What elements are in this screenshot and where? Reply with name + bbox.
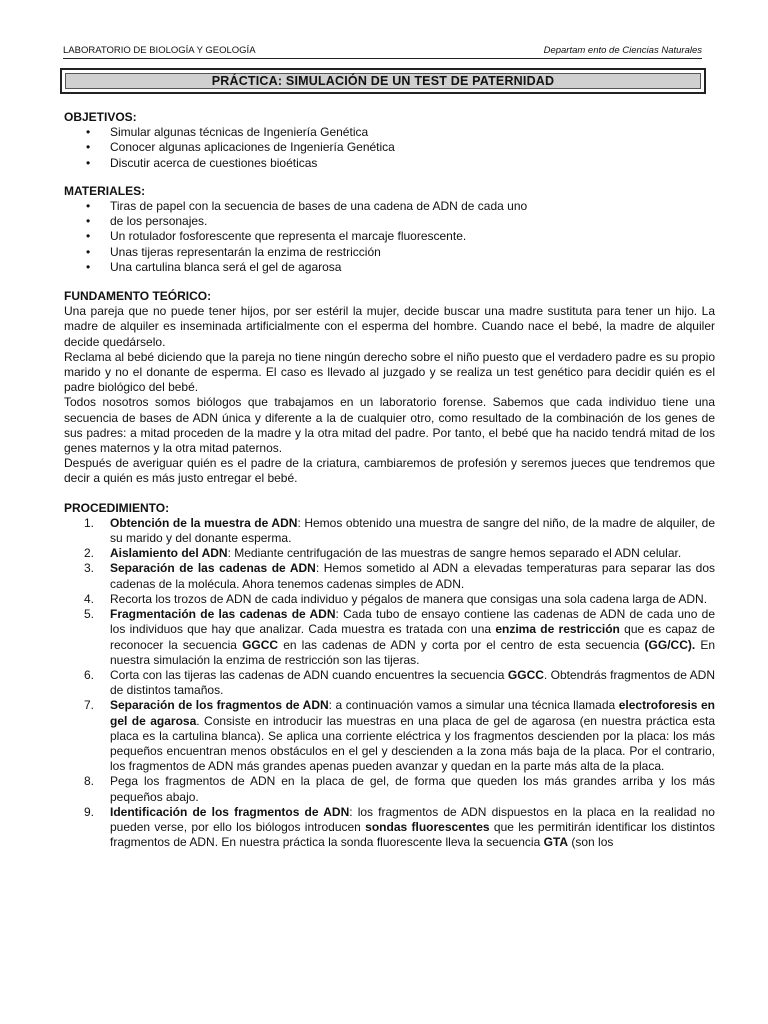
page-header	[63, 40, 702, 59]
procedure-step	[64, 561, 715, 591]
step-text: que les permitirán identificar los distintos fragmentos de ADN. En nuestra práctica la sonda fluorescente lleva la secuencia	[110, 819, 716, 850]
paragraph: Todos nosotros somos biólogos que trabajamos en un laboratorio forense. Sabemos que cada individuo tiene una secuencia de bases de ADN única y diferente a la de cualquier otro, como resultado de la combinación de los genes de sus padres: a mitad proceden de la madre y la otra mitad del padre. Por tanto, el bebé que ha nacido tendrá mitad de los genes maternos y la otra mitad paternos.	[64, 395, 715, 456]
paragraph: Una pareja que no puede tener hijos, por ser estéril la mujer, decide buscar una madre sustituta para tener un hijo. La madre de alquiler es inseminada artificialmente con el esperma del hombre. Cuando nace el bebé, la madre de alquiler decide quedárselo.	[64, 304, 715, 349]
step-text: que es capaz de reconocer la secuencia	[110, 622, 715, 652]
step-number: 6.	[84, 667, 95, 682]
step-bold-text: Separación de las cadenas de ADN	[110, 561, 316, 576]
list-item: • Unas tijeras representarán la enzima de restricción	[64, 245, 715, 260]
step-number: 2.	[84, 546, 95, 561]
step-bold-text: GGCC	[507, 667, 544, 682]
document-title: PRÁCTICA: SIMULACIÓN DE UN TEST DE PATERNIDAD	[65, 73, 701, 89]
procedure-step	[64, 592, 715, 607]
document-body	[64, 110, 715, 850]
list-item: • Discutir acerca de cuestiones bioéticas	[64, 156, 715, 171]
list-item: • Una cartulina blanca será el gel de agarosa	[64, 260, 715, 275]
step-number: 4.	[84, 591, 95, 606]
step-bold-text: Obtención de la muestra de ADN	[110, 515, 298, 530]
materiales-heading: MATERIALES:	[64, 183, 146, 198]
procedure-step	[64, 546, 715, 561]
section-procedimiento	[64, 501, 715, 851]
step-text: : los fragmentos de ADN dispuestos en la placa en la realidad no pueden verse, por ello los biólogos introducen	[110, 804, 715, 834]
step-bold-text: Fragmentación de las cadenas de ADN	[110, 607, 336, 622]
step-text: en las cadenas de ADN y corta por el centro de esta secuencia	[278, 637, 645, 652]
step-text: Pega los fragmentos de ADN en la placa de gel, de forma que queden los más grandes arriba y los más pequeños abajo.	[110, 774, 715, 804]
header-department: Departam ento de Ciencias Naturales	[543, 45, 702, 56]
step-text: En nuestra simulación la enzima de restricción son las tijeras.	[110, 637, 715, 667]
step-number: 1.	[84, 515, 95, 530]
procedure-step	[64, 805, 715, 851]
step-bold-text: Identificación de los fragmentos de ADN	[110, 804, 350, 819]
step-number: 3.	[84, 561, 95, 576]
section-objetivos	[64, 110, 715, 171]
list-item: • Simular algunas técnicas de Ingeniería Genética	[64, 125, 715, 140]
procedimiento-list	[64, 516, 715, 850]
step-number: 5.	[84, 607, 95, 622]
step-bold-text: Separación de los fragmentos de ADN	[110, 698, 329, 713]
step-number: 9.	[84, 804, 95, 819]
procedure-step	[64, 668, 715, 698]
step-text: : Mediante centrifugación de las muestras de sangre hemos separado el ADN celular.	[227, 546, 682, 561]
step-text: Recorta los trozos de ADN de cada individuo y pégalos de manera que consigas una sola cadena larga de ADN.	[110, 591, 708, 606]
fundamento-heading: FUNDAMENTO TEÓRICO:	[64, 289, 212, 304]
list-item: • de los personajes.	[64, 214, 715, 229]
section-materiales	[64, 184, 715, 275]
step-bold-text: electroforesis en gel de agarosa	[110, 698, 716, 728]
step-bold-text: sondas fluorescentes	[365, 819, 490, 834]
step-number: 8.	[84, 774, 95, 789]
step-text: Corta con las tijeras las cadenas de ADN cuando encuentres la secuencia	[110, 667, 508, 682]
list-item: • Conocer algunas aplicaciones de Ingeniería Genética	[64, 140, 715, 155]
header-lab-name: LABORATORIO DE BIOLOGÍA Y GEOLOGÍA	[63, 45, 256, 56]
step-bold-text: GGCC	[242, 637, 279, 652]
step-text: . Obtendrás fragmentos de ADN de distintos tamaños.	[110, 667, 715, 698]
step-bold-text: GTA	[543, 835, 569, 850]
step-bold-text: enzima de restricción	[495, 622, 620, 637]
procedure-step	[64, 607, 715, 668]
step-text: . Consiste en introducir las muestras en una placa de gel de agarosa (en nuestra práctica esta placa es la cartulina blanca). Se aplica una corriente eléctrica y los fragmentos descienden por la placa: los más pequeños encuentran menos obstáculos en el gel y descienden a la zona más baja de la placa. Por el contrario, los fragmentos de ADN más grandes apenas pueden avanzar y quedan en la parte más alta de la placa.	[110, 713, 715, 774]
list-item: • Tiras de papel con la secuencia de bases de una cadena de ADN de cada uno	[64, 199, 715, 214]
procedimiento-heading: PROCEDIMIENTO:	[64, 500, 170, 515]
step-text: : Hemos obtenido una muestra de sangre del niño, de la madre de alquiler, de su marido y del donante esperma.	[110, 515, 715, 546]
materiales-list	[64, 199, 715, 275]
procedure-step	[64, 774, 715, 804]
step-text: : a continuación vamos a simular una técnica llamada	[328, 698, 619, 713]
objetivos-heading: OBJETIVOS:	[64, 110, 137, 124]
procedure-step	[64, 698, 715, 774]
objetivos-list	[64, 125, 715, 171]
step-number: 7.	[84, 698, 95, 713]
step-text: : Cada tubo de ensayo contiene las cadenas de ADN de cada uno de los individuos que hay que analizar. Cada muestra es tratada con una	[110, 607, 715, 637]
step-bold-text: (GG/CC).	[644, 637, 696, 652]
procedure-step	[64, 516, 715, 546]
title-box	[60, 68, 706, 94]
step-text: : Hemos sometido al ADN a elevadas temperaturas para separar las dos cadenas de la molécula. Ahora tenemos cadenas simples de ADN.	[110, 561, 715, 591]
section-fundamento	[64, 289, 715, 487]
step-bold-text: Aislamiento del ADN	[110, 546, 228, 561]
list-item: • Un rotulador fosforescente que representa el marcaje fluorescente.	[64, 229, 715, 244]
paragraph: Después de averiguar quién es el padre de la criatura, cambiaremos de profesión y seremos jueces que tendremos que decir a quién es más justo entregar el bebé.	[64, 456, 715, 486]
step-text: (son los	[568, 835, 614, 850]
paragraph: Reclama al bebé diciendo que la pareja no tiene ningún derecho sobre el niño puesto que el verdadero padre es su propio marido y no el donante de esperma. El caso es llevado al juzgado y se realiza un test genético para decidir quién es el padre biológico del bebé.	[64, 349, 715, 395]
